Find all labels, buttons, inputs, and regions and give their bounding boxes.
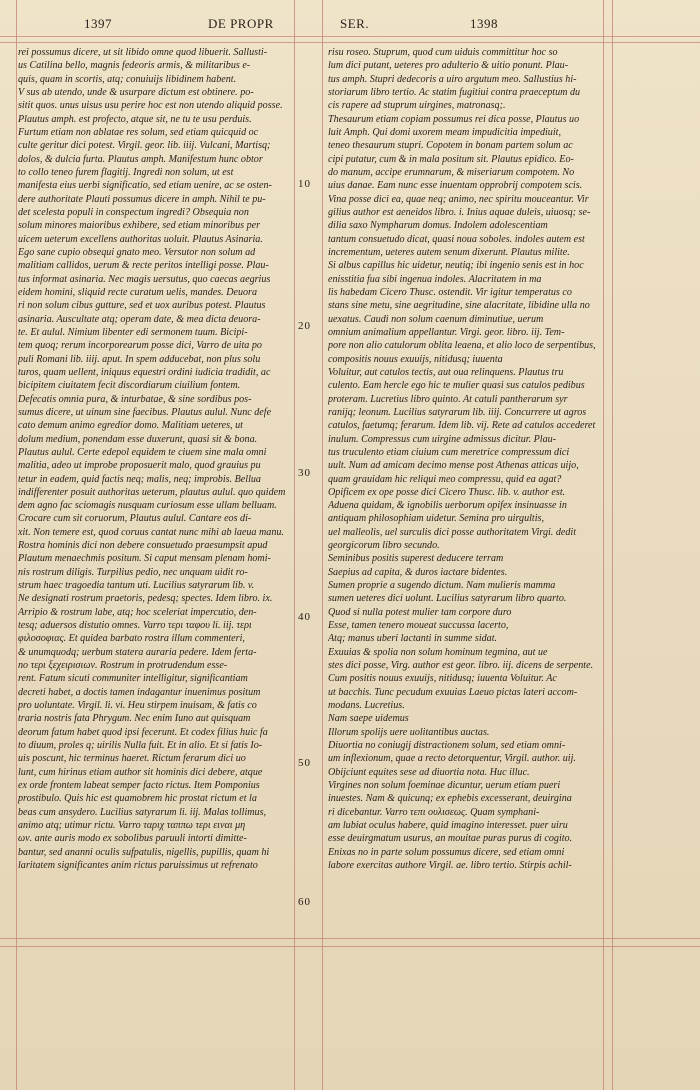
- text-line: prostibulo. Quis hic est quamobrem hic prostat rictum et la: [18, 793, 257, 805]
- text-line: puli Romani lib. iiij. aput. In spem adducebat, non plus solu: [18, 353, 261, 365]
- text-line: ut bacchis. Tunc pecudum exuuias Laeuo pictas lateri accom-: [328, 686, 578, 698]
- text-line: cis rapere ad stuprum uirgines, matronasq;.: [328, 100, 506, 112]
- text-line: Cum positis nouus exuuijs, nitidusq; iuuenta Voluitur. Ac: [328, 673, 557, 685]
- text-line: Defecatis omnia pura, & inturbatae, & sine sordibus pos-: [18, 393, 252, 405]
- text-line: proteram. Lucretius libro quinto. At catuli pantherarum syr: [328, 393, 568, 405]
- text-line: tantum consuetudo dicat, quasi noua soboles. indoles autem est: [328, 233, 585, 245]
- text-line: ex orde frontem labeat semper facto rictus. Item Pomponius: [18, 780, 260, 792]
- text-line: esse deuirgmatum usurus, an mouitae puras purus di cogito.: [328, 833, 573, 845]
- text-line: bicipitem ciuitatem fecit discordiarum ciuilium fontem.: [18, 380, 241, 392]
- text-line: Opificem ex ope posse dici Cicero Thusc. lib. v. author est.: [328, 486, 566, 498]
- text-line: Voluitur, aut catulos tectis, aut oua relinquens. Plautus tru: [328, 366, 564, 378]
- line-number: 40: [298, 611, 311, 623]
- text-line: Illorum spolijs uere uolitantibus auctas.: [328, 726, 490, 738]
- text-line: eidem homini, sliquid recte curatum uelis, mandes. Deuora: [18, 286, 258, 298]
- text-line: decreti habet, a doctis tamen indagantur inuenimus positum: [18, 686, 261, 698]
- bottom-rule-2: [0, 946, 700, 947]
- text-line: Plautum menaechmis positum. Si caput mensam plenam homi-: [18, 553, 271, 565]
- text-line: no τερι ξεχειρισιων. Rostrum in protrudendum esse-: [18, 660, 228, 672]
- text-line: ων. ante auris modo ex sobolibus paruuli intorti dimitte-: [18, 833, 247, 845]
- left-margin-rule: [16, 0, 17, 1090]
- text-line: catulos, faetumq; ferarum. Idem lib. vij. Rete ad catulos accederet: [328, 420, 596, 432]
- top-rule: [0, 36, 700, 37]
- text-line: dem agno fac sciomagis nusquam curiosum esse ullam belluam.: [18, 500, 277, 512]
- text-line: to diuum, proles q; uirilis Nulla fuit. Et in alio. Et si fatis Io-: [18, 740, 263, 752]
- text-line: uexatus. Caudi non solum caenum diminutiue, uerum: [328, 313, 544, 325]
- text-line: incrementum, ueteres autem senum dixerunt. Plautus milite.: [328, 246, 570, 258]
- text-line: turos, quam uellent, iniquus equestri ordini iudicia tradidit, ac: [18, 366, 271, 378]
- text-line: bantur, sed ananni oculis sufpatulis, nigellis, pupillis, quam hi: [18, 846, 270, 858]
- text-line: laritatem significantes anim rictus paruissimus ut refrenato: [18, 860, 258, 872]
- text-line: culte geritur dici potest. Virgil. geor. lib. iiij. Vulcani, Martisq;: [18, 140, 271, 152]
- text-line: Arripio & rostrum labe, atq; hoc sceleriat impercutio, den-: [18, 606, 257, 618]
- text-line: Diuortia no coniugij distractionem solum, sed etiam omni-: [328, 740, 566, 752]
- text-line: Aduena quidam, & ignobilis uerborum opifex insinuasse in: [328, 500, 567, 512]
- top-rule-2: [0, 42, 700, 43]
- text-line: lum dici putant, ueteres pro adulterio & uitio ponunt. Plau-: [328, 60, 569, 72]
- text-line: am lubiat oculus habere, quid imagino interesset. puer uiru: [328, 820, 568, 832]
- text-line: dere authoritate Plauti possumus dicere in amph. Nihil te pu-: [18, 193, 266, 205]
- text-line: Quod si nulla potest mulier tam corpore duro: [328, 606, 512, 618]
- text-line: Saepius ad capita, & duros iactare bidentes.: [328, 566, 508, 578]
- text-line: Si albus capillus hic uidetur, neutiq; ibi ingenio senis est in hoc: [328, 260, 584, 272]
- text-line: cato demum animo egredior domo. Malitiam ueteres, ut: [18, 420, 243, 432]
- text-line: tus truculento etiam ciuium cum meretrice compressum dici: [328, 446, 570, 458]
- text-line: V sus ab utendo, unde & usurpare dictum est obtinere. po-: [18, 86, 254, 98]
- text-line: stans sine metu, sine aegritudine, sine alacritate, libidine ulla no: [328, 300, 590, 312]
- text-line: lunt, cum hirinus etiam author sit hominis dici debere, atque: [18, 766, 263, 778]
- text-line: Ne designati rostrum praetoris, pedesq; spectes. Idem libro. ix.: [18, 593, 273, 605]
- text-line: malitiam callidos, uerum & recte peritos intelligi posse. Plau-: [18, 260, 269, 272]
- text-line: Exuuias & spolia non solum hominum tegmina, aut ue: [328, 646, 548, 658]
- text-line: risu roseo. Stuprum, quod cum uiduis committitur hoc so: [328, 47, 558, 58]
- text-line: Enixas no in parte solum possumus dicere, sed etiam omni: [328, 846, 565, 858]
- text-line: dilia saxo Nympharum domus. Indolem adolescentiam: [328, 220, 548, 232]
- outer-margin-rule: [612, 0, 613, 1090]
- text-line: solum minores maioribus exhibere, sed etiam minoribus per: [18, 220, 261, 232]
- line-number: 30: [298, 467, 311, 479]
- text-line: Atq; manus uberi lactanti in summe sidat.: [328, 633, 498, 645]
- text-line: tus informat asinaria. Nec magis uersutus, quo caecas aegrius: [18, 273, 271, 285]
- text-line: um inflexionum, quae a recto detorquentur, Virgil. author. uij.: [328, 753, 576, 765]
- text-line: georgicorum libro secundo.: [328, 540, 440, 552]
- text-line: indifferenter posuit authoritas ueterum, plautus aulul. quo quidem: [18, 486, 286, 498]
- text-line: Thesaurum etiam copiam possumus rei dica posse, Plautus uo: [328, 113, 580, 125]
- text-line: pro uoluntate. Virgil. li. vi. Heu stirpem inuisam, & fatis co: [18, 700, 257, 712]
- text-line: ranijq; leonum. Lucilius satyrarum lib. iiij. Concurrere ut agros: [328, 406, 587, 418]
- text-line: nis rostrum diligis. Turpilius pedio, nec unquam uidit ro-: [18, 566, 248, 578]
- text-line: uicem ueterum excellens authoritas uoluit. Plautus Asinaria.: [18, 233, 263, 245]
- text-line: det scelesta populi in conspectum ingredi? Obsequia non: [18, 206, 249, 218]
- text-line: do manum, accipe erumnarum, & miseriarum compotem. No: [328, 166, 575, 178]
- text-line: tesq; aduersos distutio omnes. Varro τερι ταφου li. iij. τερι: [18, 620, 252, 632]
- text-line: Esse, tamen tenero moueat succussa lacerto,: [328, 620, 509, 632]
- text-line: culento. Eam hercle ego hic te mulier quasi sus catulos pedibus: [328, 380, 585, 392]
- text-line: sumus dicere, ut uinum sine faecibus. Plautus aulul. Nunc defe: [18, 406, 272, 418]
- text-line: Sumen proprie a sugendo dictum. Nam mulieris mamma: [328, 580, 556, 592]
- text-line: asinaria. Auscultate atq; operam date, & mea dicta deuora-: [18, 313, 261, 325]
- bottom-rule: [0, 938, 700, 939]
- text-line: uius danae. Eam nunc esse inuentam opprobrij compotem scis.: [328, 180, 583, 192]
- text-line: stes dici posse, Virg. author est geor. libro. iij. dicens de serpente.: [328, 660, 594, 672]
- right-page-number: 1398: [470, 16, 498, 31]
- text-line: quam grauidam hic reliqui meo compressu, quid ea agat?: [328, 473, 562, 485]
- text-line: Furtum etiam non ablatae res solum, sed etiam quicquid oc: [18, 126, 259, 138]
- text-line: labore exercitas authore Virgil. ae. libro tertio. Stirpis achil-: [328, 860, 572, 872]
- text-line: te. Et aulul. Nimium libenter edi sermonem tuum. Bicipi-: [18, 326, 248, 338]
- text-line: omnium animalium appellantur. Virgi. geor. libro. iij. Tem-: [328, 326, 565, 338]
- text-line: ri non solum cibus gutture, sed et uox auribus potest. Plautus: [18, 300, 266, 312]
- text-line: beas cum ansydero. Lucilius satyrarum li. iij. Malas tollimus,: [18, 806, 267, 818]
- text-line: dolos, & dulcia furta. Plautus amph. Manifestum hunc obtor: [18, 153, 263, 165]
- text-line: lis habedam Cicero Thusc. ostendit. Vir igitur temperatus co: [328, 286, 572, 298]
- text-line: uult. Num ad amicam decimo mense post Athenas atticas uijo,: [328, 460, 579, 472]
- right-text-column: [328, 46, 600, 872]
- text-line: Seminibus positis superest deducere terram: [328, 553, 504, 565]
- text-line: tem quoq; rerum incorporearum posse dici, Varro de uita po: [18, 340, 262, 352]
- text-line: & unumquodq; uerbum statera auraria pedere. Idem ferta-: [18, 646, 257, 658]
- text-line: gilius author est aeneidos libro. i. Inius aquae duleis, uiuosq; se-: [328, 206, 591, 218]
- line-number: 10: [298, 178, 311, 190]
- line-number: 20: [298, 320, 311, 332]
- text-line: deorum fatum habet quod ipsi fecerunt. Et codex filius huic fa: [18, 726, 268, 738]
- left-page-number: 1397: [84, 16, 112, 31]
- text-line: traria nostris fata Phrygum. Nec enim Iuno aut quisquam: [18, 713, 251, 725]
- text-line: antiquam philosophiam uidetur. Semina pro uirgultis,: [328, 513, 544, 525]
- text-line: animo atq; utimur rictu. Varro ταριχ ταππω τερι ειναι μη: [18, 820, 246, 832]
- running-header: [0, 14, 700, 36]
- text-line: Crocare cum sit coruorum, Plautus aulul. Cantare eos di-: [18, 513, 252, 525]
- text-line: Obijciunt equites sese ad diuortia nota. Huc illuc.: [328, 766, 530, 778]
- text-line: cipi putatur, cum & in mala positum sit. Plautus epidico. Eo-: [328, 153, 574, 165]
- running-title-right: SER.: [340, 16, 370, 31]
- left-text-column: [18, 46, 288, 872]
- text-line: inuestes. Nam & quicunq; ex ephebis excesserant, deuirgina: [328, 793, 572, 805]
- text-line: compositis nouus exuuijs, nitidusq; iuuenta: [328, 353, 503, 365]
- text-line: enisstitia fua sibi ingenua indoles. Alacritatem in ma: [328, 273, 542, 285]
- text-line: sumen ueteres dici uolunt. Lucilius satyrarum libro quarto.: [328, 593, 567, 605]
- text-line: Vina posse dici ea, quae neq; animo, nec spiritu mouceantur. Vir: [328, 193, 589, 205]
- text-line: uis poscunt, hic terminus haeret. Rictum ferarum dici uo: [18, 753, 246, 765]
- text-line: rent. Fatum sicuti communiter intelligitur, significantiam: [18, 673, 248, 685]
- text-line: to collo teneo furem flagitij. Ingredi non solum, ut est: [18, 166, 234, 178]
- line-number: 60: [298, 896, 311, 908]
- right-margin-rule: [603, 0, 604, 1090]
- text-line: φιλοσοφιας. Et quidea barbato rostra illum commenteri,: [18, 633, 245, 645]
- text-line: Nam saepe uidemus: [328, 713, 409, 725]
- text-line: modans. Lucretius.: [328, 700, 405, 712]
- running-title-left: DE PROPR: [208, 16, 274, 31]
- text-line: manifesta eius uerbi significatio, sed etiam uenire, ac se osten-: [18, 180, 272, 192]
- text-line: dolum medium, ponendam esse duxerunt, quasi sit & bona.: [18, 433, 258, 445]
- text-line: Virgines non solum foeminae dicuntur, uerum etiam pueri: [328, 780, 561, 792]
- text-line: rei possumus dicere, ut sit libido omne quod libuerit. Sallusti-: [18, 47, 268, 58]
- text-line: strum haec tragoedia tantum uti. Lucilius satyrarum lib. v.: [18, 580, 255, 592]
- text-line: Plautus aulul. Certe edepol equidem te ciuem sine mala omni: [18, 446, 267, 458]
- text-line: storiarum libro tertio. Ac statim fugitiui contra praeceptum du: [328, 86, 581, 98]
- text-line: quis, quam in scortis, atq; conuiuijs libidinem habent.: [18, 73, 237, 85]
- text-line: tetur in eadem, quid factis neq; malis, neq; improbis. Bellua: [18, 473, 261, 485]
- text-line: uel malleolis, uel surculis dici posse authoritatem Virgi. dedit: [328, 526, 577, 538]
- text-line: us Catilina bello, magnis fedeoris armis, & militaribus e-: [18, 60, 251, 72]
- text-line: Rostra hominis dici non debere consuetudo praesumpsit apud: [18, 540, 268, 552]
- line-number: 50: [298, 757, 311, 769]
- text-line: Plautus amph. est profecto, atque sit, ne tu te usu perduis.: [18, 113, 252, 125]
- text-line: pore non alio catulorum oblita leaena, et alio loco de serpentibus,: [328, 340, 596, 352]
- text-line: Ego sane cupio obsequi gnato meo. Versutor non solum ad: [18, 246, 256, 258]
- text-line: ri dicebantur. Varro τεπι ουλισεως. Quam symphani-: [328, 806, 540, 818]
- text-line: xit. Non temere est, quod coruus cantat nunc mihi ab laeua manu.: [18, 526, 284, 538]
- text-line: inulum. Compressus cum uirgine admissus dicitur. Plau-: [328, 433, 557, 445]
- text-line: teneo thesaurum stupri. Copotem in bonam partem solum ac: [328, 140, 573, 152]
- center-rule-left: [294, 0, 295, 1090]
- text-line: malitia, adeo ut improbe proposuerit malo, quod grauius pu: [18, 460, 261, 472]
- text-line: luit Amph. Qui domi uxorem meam impudicitia impediuit,: [328, 126, 561, 138]
- text-line: tus amph. Stupri dedecoris a uiro argutum meo. Sallustius hi-: [328, 73, 577, 85]
- center-rule-right: [322, 0, 323, 1090]
- text-line: sitit quos. unus uisus usu perire hoc est non utendo aliquid posse.: [18, 100, 283, 112]
